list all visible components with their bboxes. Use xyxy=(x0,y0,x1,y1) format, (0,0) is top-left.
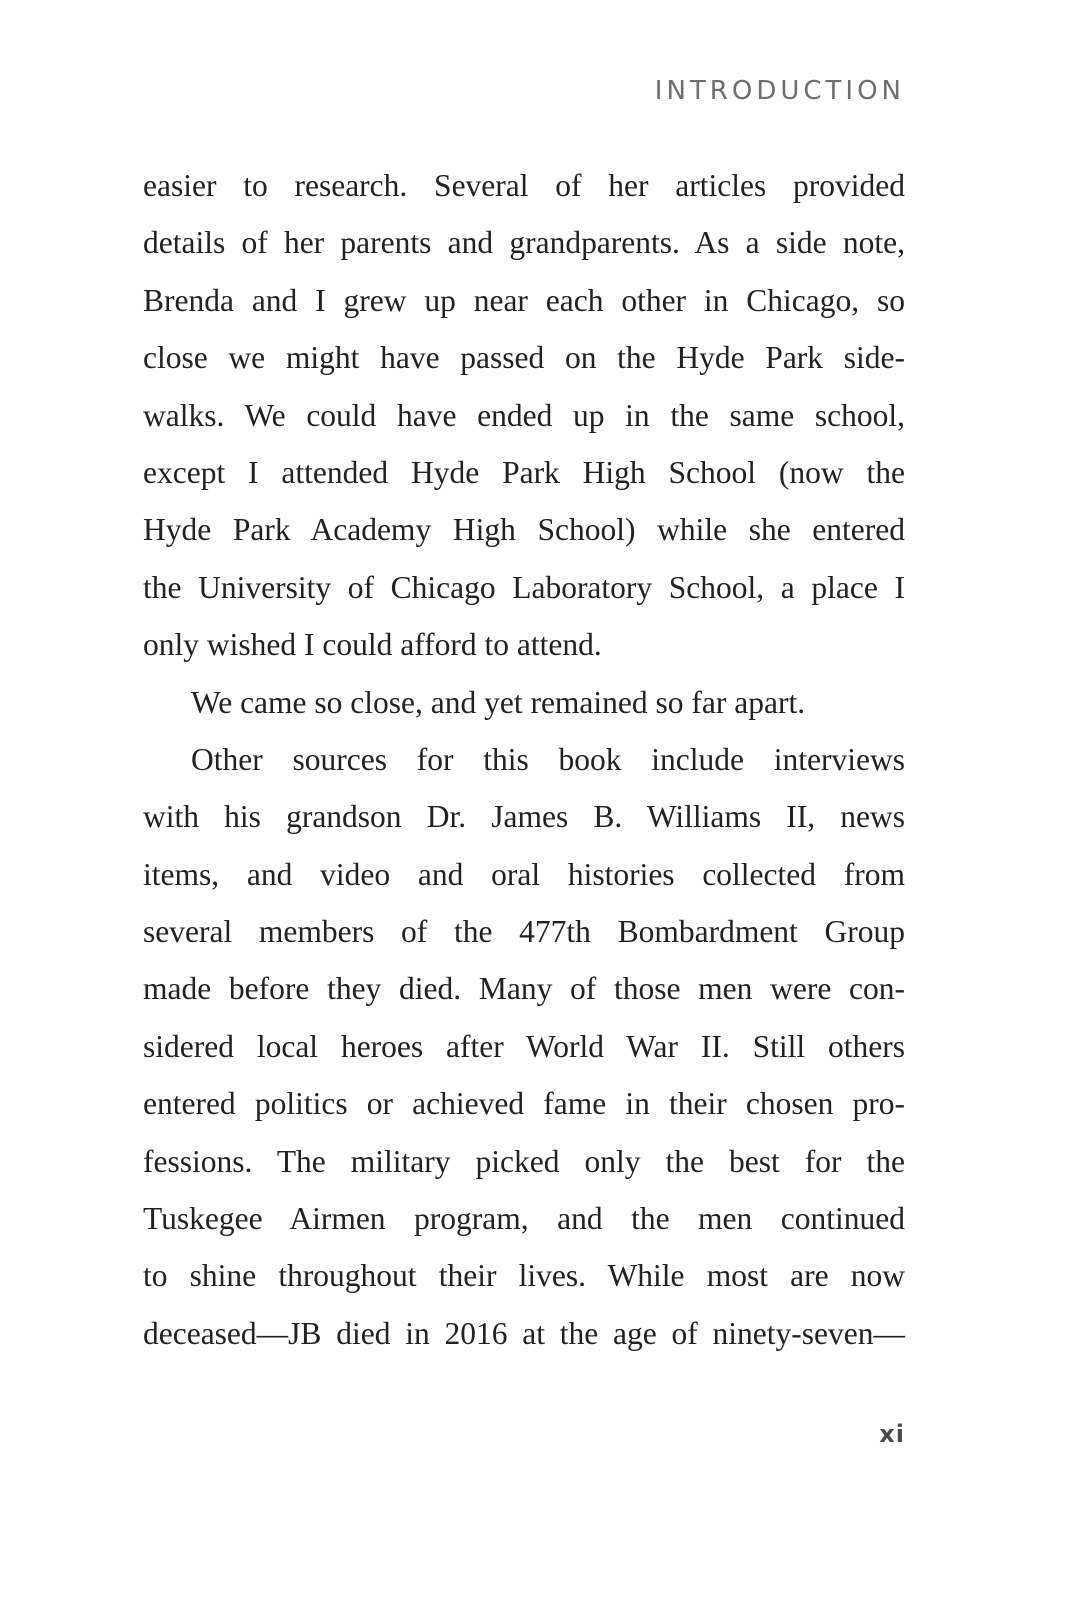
text-line: close we might have passed on the Hyde Park side- xyxy=(143,340,905,376)
text-line: walks. We could have ended up in the same school, xyxy=(143,397,905,433)
text-line: with his grandson Dr. James B. Williams II, news xyxy=(143,799,905,835)
text-line: Other sources for this book include interviews xyxy=(191,741,905,777)
text-line: made before they died. Many of those men were con- xyxy=(143,971,905,1007)
text-line: only wished I could afford to attend. xyxy=(143,627,602,663)
text-line: to shine throughout their lives. While most are now xyxy=(143,1258,905,1294)
text-line: several members of the 477th Bombardment Group xyxy=(143,914,905,950)
text-line: items, and video and oral histories collected from xyxy=(143,856,905,892)
text-line: We came so close, and yet remained so far apart. xyxy=(191,684,806,720)
text-line: entered politics or achieved fame in their chosen pro- xyxy=(143,1086,905,1122)
text-line: Hyde Park Academy High School) while she entered xyxy=(143,512,905,548)
text-line: fessions. The military picked only the best for the xyxy=(143,1143,905,1179)
page-number: xi xyxy=(879,1420,905,1448)
text-line: details of her parents and grandparents. As a side note, xyxy=(143,225,905,261)
running-head: INTRODUCTION xyxy=(654,76,905,106)
body-text xyxy=(143,157,905,1362)
text-line: Brenda and I grew up near each other in Chicago, so xyxy=(143,282,905,318)
text-line: the University of Chicago Laboratory School, a place I xyxy=(143,569,905,605)
text-line: except I attended Hyde Park High School (now the xyxy=(143,454,905,490)
text-line: sidered local heroes after World War II. Still others xyxy=(143,1028,905,1064)
text-line: Tuskegee Airmen program, and the men continued xyxy=(143,1201,905,1237)
text-line: deceased—JB died in 2016 at the age of ninety-seven— xyxy=(143,1315,905,1351)
text-line: easier to research. Several of her articles provided xyxy=(143,168,905,203)
